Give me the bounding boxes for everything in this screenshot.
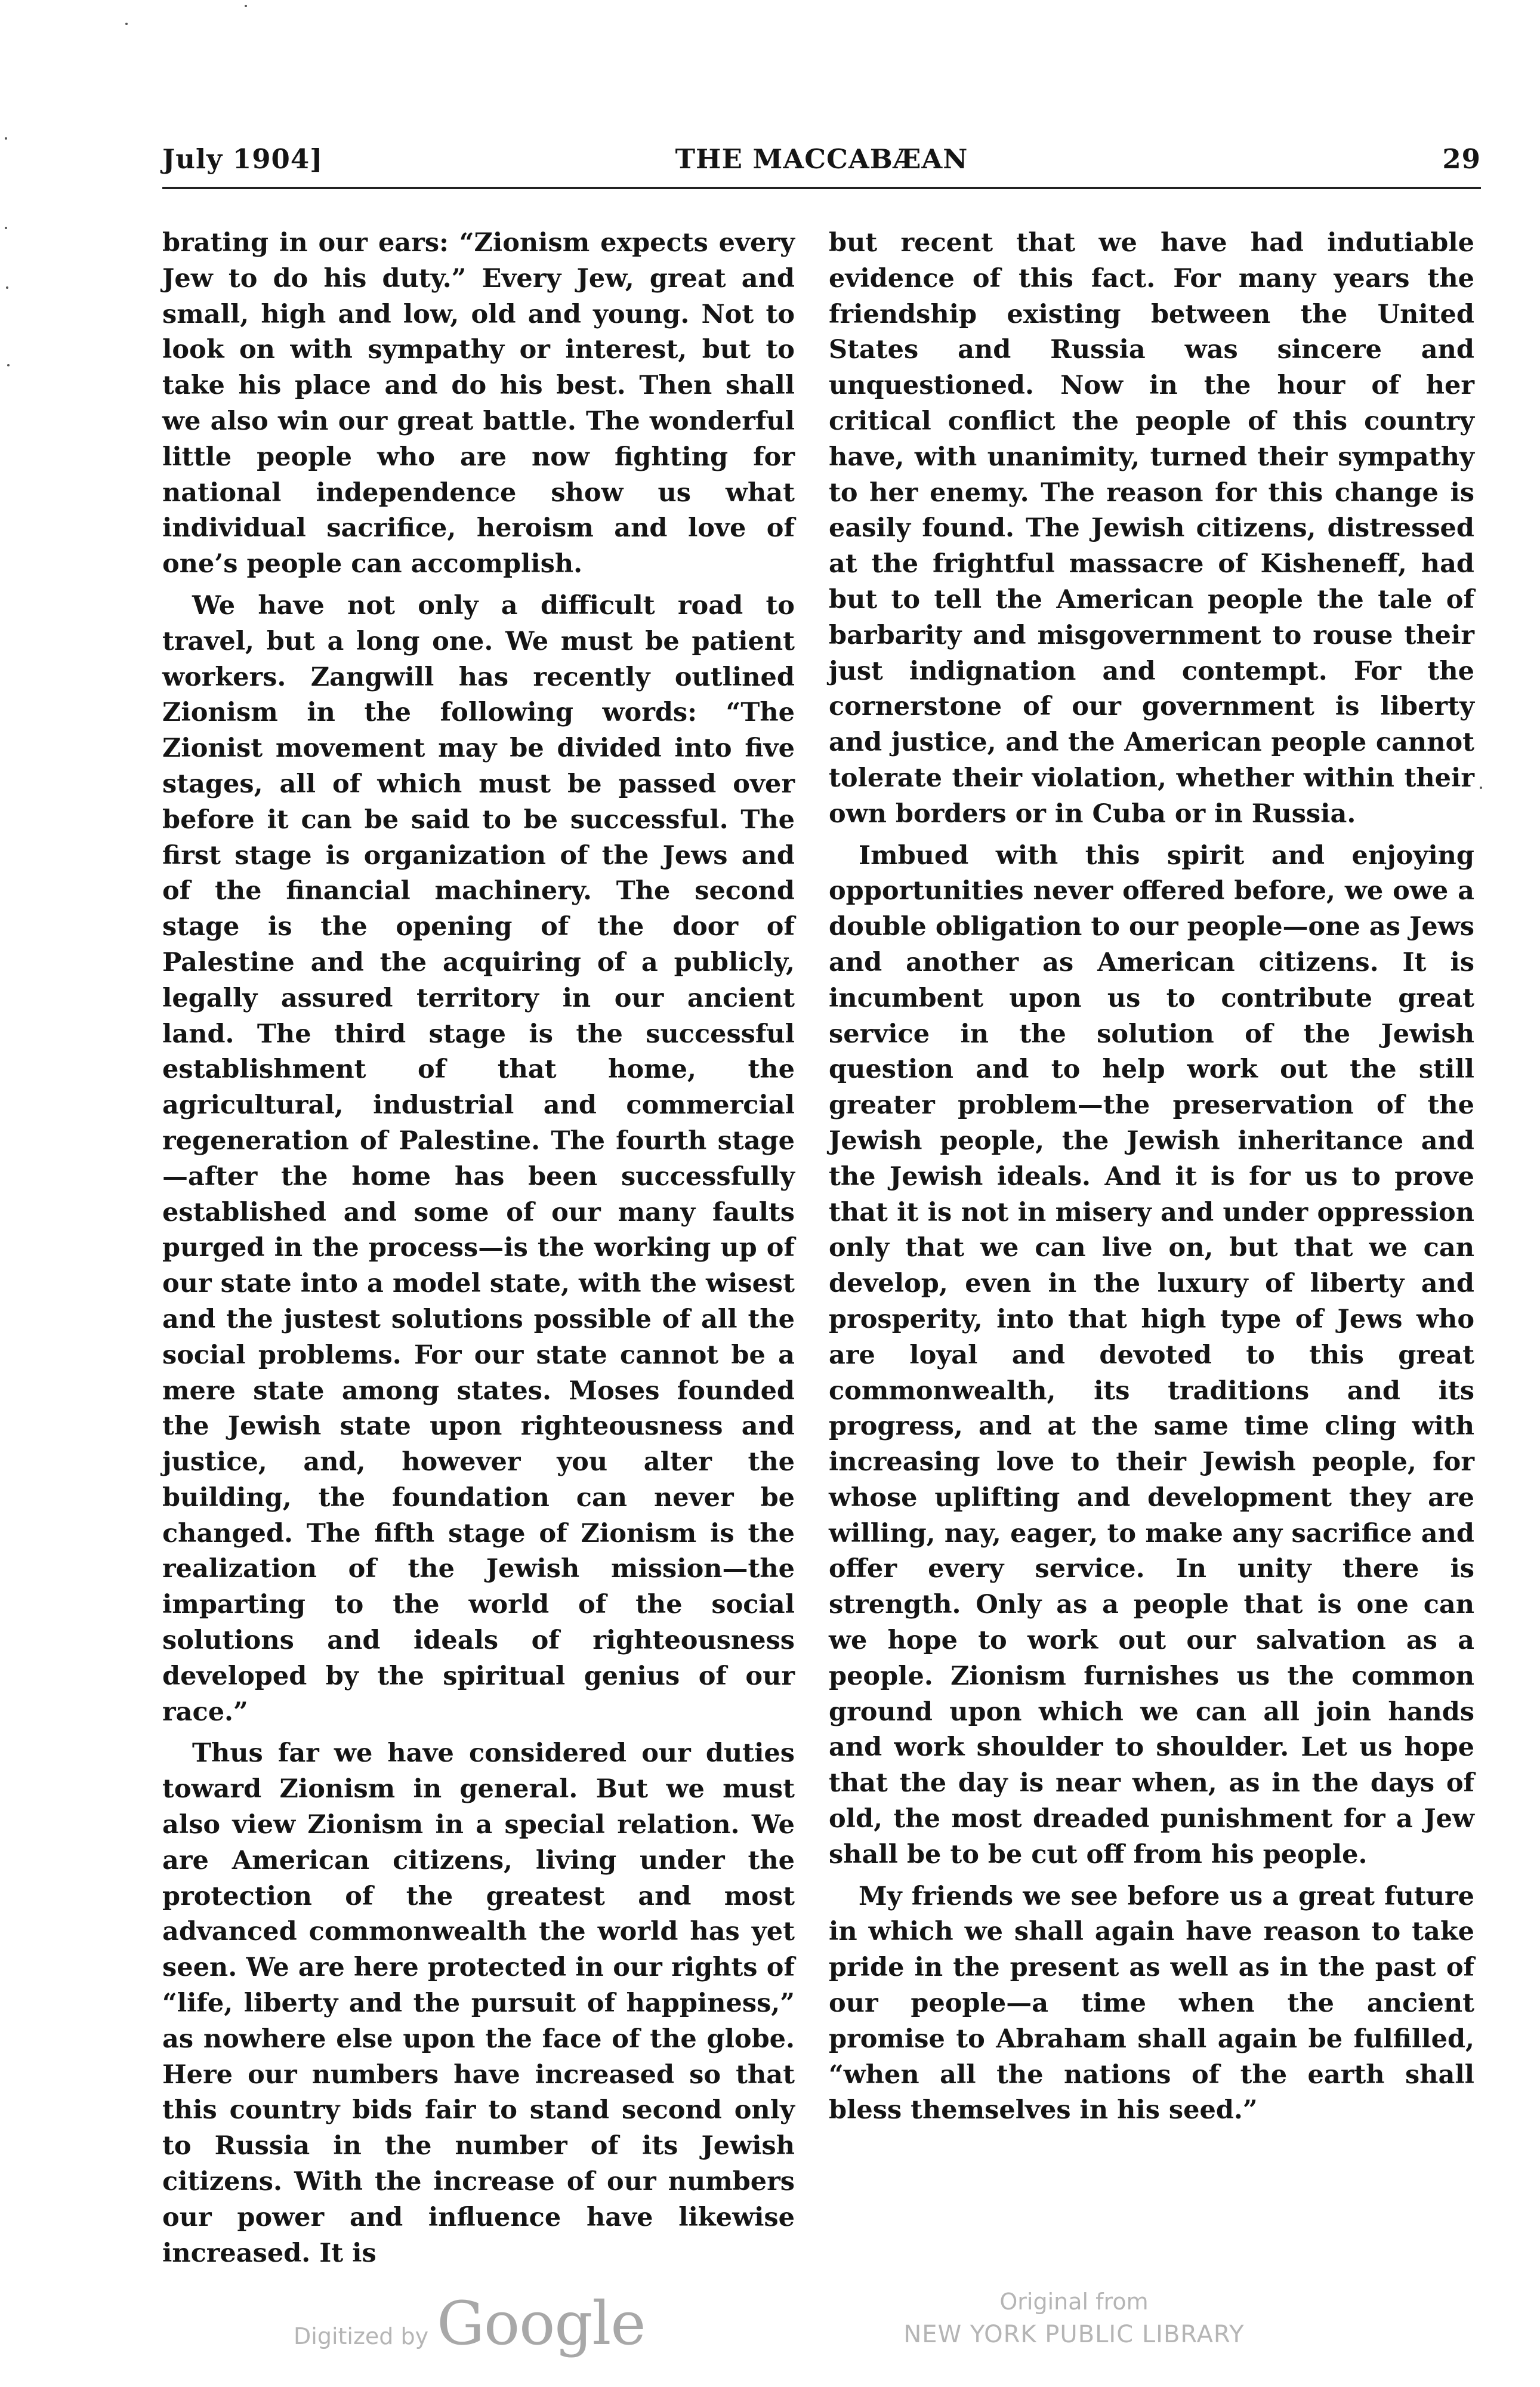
scan-speck bbox=[5, 137, 7, 140]
paragraph: Imbued with this spirit and enjoying opportunities never offered before, we owe a double obligation to our people—one as Jews and another as American citizens. It is incumbent upon us to contribute great service in the solution of the Jewish question and to help work out the still greater problem—the preservation of the Jewish people, the Jewish inheritance and the Jewish ideals. And it is for us to prove that it is not in misery and under oppression only that we can live on, but that we can develop, even in the luxury of liberty and prosperity, into that high type of Jews who are loyal and devoted to this great commonwealth, its traditions and its progress, and at the same time cling with increasing love to their Jewish people, for whose uplifting and development they are willing, nay, eager, to make any sacrifice and offer every service. In unity there is strength. Only as a people that is one can we hope to work out our salvation as a people. Zionism furnishes us the common ground upon which we can all join hands and work shoulder to shoulder. Let us hope that the day is near when, as in the days of old, the most dreaded punishment for a Jew shall be to be cut off from his people. bbox=[829, 840, 1474, 1870]
paragraph: We have not only a difficult road to travel, but a long one. We must be patient workers. Zangwill has recently outlined Zionism in the following words: “The Zionist movement may be divided into five stages, all of which must be passed over before it can be said to be successful. The first stage is organization of the Jews and of the financial machinery. The second stage is the opening of the door of Palestine and the acquiring of a publicly, legally assured territory in our ancient land. The third stage is the successful establishment of that home, the agricultural, industrial and commercial regeneration of Palestine. The fourth stage —after the home has been successfully established and some of our many faults purged in the process—is the working up of our state into a model state, with the wisest and the justest solutions possible of all the social problems. For our state cannot be a mere state among states. Moses founded the Jewish state upon righteousness and justice, and, however you alter the building, the foundation can never be changed. The fifth stage of Zionism is the realization of the Jewish mission—the imparting to the world of the social solutions and ideals of righteousness developed by the spiritual genius of our race.” bbox=[162, 590, 795, 1727]
digitized-by-label: Digitized by bbox=[294, 2323, 429, 2349]
paragraph: Thus far we have considered our duties toward Zionism in general. But we must also view Zionism in a special relation. We are American citizens, living under the protection of the greatest and most advanced commonwealth the world has yet seen. We are here protected in our rights of “life, liberty and the pursuit of happiness,” as nowhere else upon the face of the globe. Here our numbers have increased so that this country bids fair to stand second only to Russia in the number of its Jewish citizens. With the increase of our numbers our power and influence have likewise increased. It is bbox=[162, 1738, 795, 2268]
left-column bbox=[162, 226, 795, 2271]
scan-speck bbox=[7, 364, 10, 366]
paragraph: brating in our ears: “Zionism expects every Jew to do his duty.” Every Jew, great and small, high and low, old and young. Not to look on with sympathy or interest, but to take his place and do his best. Then shall we also win our great battle. The wonderful little people who are now fighting for national independence show us what individual sacrifice, heroism and love of one’s people can accomplish. bbox=[162, 228, 795, 579]
original-from-label: Original from bbox=[999, 2289, 1149, 2315]
journal-title: THE MACCABÆAN bbox=[675, 143, 968, 175]
right-column bbox=[829, 226, 1474, 2129]
scan-speck bbox=[5, 227, 7, 229]
scan-speck bbox=[245, 5, 247, 7]
page-number: 29 bbox=[1442, 143, 1481, 175]
running-header bbox=[162, 143, 1481, 179]
scan-speck bbox=[1480, 787, 1482, 789]
scan-speck bbox=[6, 286, 8, 289]
header-rule bbox=[162, 187, 1481, 189]
google-logo: Google bbox=[437, 2289, 646, 2358]
paragraph: My friends we see before us a great future in which we shall again have reason to take pride in the present as well as in the past of our people—a time when the ancient promise to Abraham shall again be fulfilled, “when all the nations of the earth shall bless themselves in his seed.” bbox=[829, 1881, 1474, 2126]
library-watermark bbox=[883, 2286, 1265, 2351]
scan-speck bbox=[125, 23, 128, 25]
paragraph: but recent that we have had indutiable evidence of this fact. For many years the friendship existing between the United States and Russia was sincere and unquestioned. Now in the hour of her critical conflict the people of this country have, with unanimity, turned their sympathy to her enemy. The reason for this change is easily found. The Jewish citizens, distressed at the frightful massacre of Kisheneff, had but to tell the American people the tale of barbarity and misgovernment to rouse their just indignation and contempt. For the cornerstone of our government is liberty and justice, and the American people cannot tolerate their violation, whether within their own borders or in Cuba or in Russia. bbox=[829, 228, 1474, 829]
digitized-by-watermark bbox=[294, 2289, 646, 2358]
library-name: NEW YORK PUBLIC LIBRARY bbox=[903, 2321, 1245, 2348]
header-date: July 1904] bbox=[162, 143, 323, 175]
